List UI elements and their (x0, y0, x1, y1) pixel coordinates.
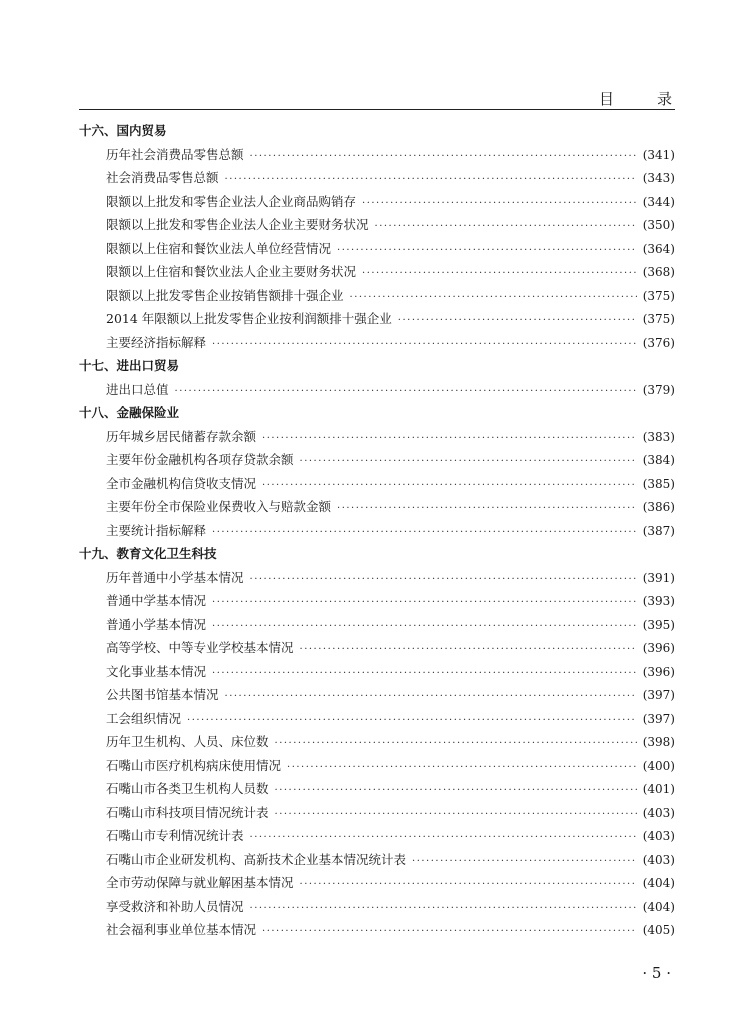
dot-leader (287, 756, 637, 780)
toc-entry-title: 历年社会消费品零售总额 (106, 146, 244, 162)
page-number: · 5 · (642, 964, 671, 982)
dot-leader (225, 168, 637, 192)
toc-entry-title: 石嘴山市医疗机构病床使用情况 (106, 757, 282, 773)
toc-entry-page: (384) (642, 453, 675, 467)
toc-entry[interactable] (79, 824, 675, 848)
toc-entry[interactable] (79, 777, 675, 801)
toc-entry[interactable] (79, 260, 675, 284)
toc-entry-title: 主要经济指标解释 (106, 334, 207, 350)
toc-entry-page: (386) (642, 500, 675, 514)
toc-entry[interactable] (79, 472, 675, 496)
toc-entry-page: (375) (642, 312, 675, 326)
dot-leader (250, 568, 637, 592)
dot-leader (300, 873, 637, 897)
section-heading: 十七、进出口贸易 (79, 358, 180, 373)
toc-entry-title: 普通中学基本情况 (106, 593, 207, 608)
toc-entry-title: 社会福利事业单位基本情况 (106, 922, 257, 937)
toc-entry-page: (401) (642, 782, 675, 796)
toc-entry-page: (397) (642, 688, 675, 702)
dot-leader (300, 638, 637, 662)
toc-entry-title: 普通小学基本情况 (106, 616, 207, 632)
page-header-title: 目 录 (598, 90, 686, 108)
toc-entry[interactable] (79, 331, 675, 355)
dot-leader (275, 732, 637, 756)
toc-entry-title: 文化事业基本情况 (106, 663, 207, 679)
toc-entry-page: (341) (642, 147, 675, 162)
toc-entry-page: (400) (642, 758, 675, 773)
toc-entry[interactable] (79, 871, 675, 895)
dot-leader (337, 497, 637, 521)
toc-entry-page: (385) (642, 476, 675, 491)
dot-leader (300, 450, 637, 474)
toc-entry-title: 享受救济和补助人员情况 (106, 898, 244, 914)
toc-entry-page: (383) (642, 429, 675, 444)
section-heading: 十九、教育文化卫生科技 (79, 546, 217, 561)
toc-entry-title: 限额以上批发和零售企业法人企业商品购销存 (106, 193, 357, 209)
toc-entry-page: (393) (642, 594, 675, 608)
dot-leader (375, 215, 637, 239)
dot-leader (212, 591, 637, 615)
toc-entry[interactable] (79, 307, 675, 331)
header-divider (79, 109, 675, 110)
toc-entry-page: (405) (642, 923, 675, 937)
dot-leader (362, 192, 637, 216)
toc-entry[interactable] (79, 613, 675, 637)
toc-entry-title: 全市劳动保障与就业解困基本情况 (106, 875, 294, 890)
toc-entry[interactable] (79, 589, 675, 613)
toc-entry[interactable] (79, 566, 675, 590)
toc-entry-title: 高等学校、中等专业学校基本情况 (106, 640, 294, 655)
toc-entry[interactable] (79, 683, 675, 707)
toc-entry-title: 全市金融机构信贷收支情况 (106, 475, 257, 491)
dot-leader (362, 262, 637, 286)
toc-entry-title: 限额以上批发和零售企业法人企业主要财务状况 (106, 217, 369, 232)
section-heading: 十六、国内贸易 (79, 123, 167, 138)
toc-entry-page: (403) (642, 852, 675, 867)
dot-leader (262, 920, 637, 944)
toc-entry[interactable] (79, 495, 675, 519)
dot-leader (212, 662, 637, 686)
toc-entry[interactable] (79, 378, 675, 402)
toc-entry-title: 历年城乡居民储蓄存款余额 (106, 428, 257, 444)
toc-entry-title: 限额以上住宿和餐饮业法人单位经营情况 (106, 240, 332, 256)
toc-entry-title: 进出口总值 (106, 381, 169, 397)
dot-leader (212, 521, 637, 545)
toc-entry-title: 石嘴山市专利情况统计表 (106, 828, 244, 843)
toc-entry-page: (364) (642, 241, 675, 256)
toc-entry-page: (368) (642, 265, 675, 279)
dot-leader (275, 803, 637, 827)
dot-leader (262, 474, 637, 498)
toc-entry[interactable] (79, 801, 675, 825)
toc-entry-page: (396) (642, 664, 675, 679)
dot-leader (250, 897, 637, 921)
toc-entry[interactable] (79, 895, 675, 919)
toc-entry-page: (403) (642, 829, 675, 843)
toc-entry-page: (404) (642, 899, 675, 914)
toc-entry-title: 公共图书馆基本情况 (106, 687, 219, 702)
toc-entry-page: (350) (642, 218, 675, 232)
toc-entry-page: (344) (642, 194, 675, 209)
toc-entry-title: 主要年份全市保险业保费收入与赔款金额 (106, 499, 332, 514)
toc-entry-title: 工会组织情况 (106, 710, 182, 726)
dot-leader (175, 380, 637, 404)
table-of-contents (79, 119, 675, 942)
dot-leader (337, 239, 637, 263)
toc-entry-title: 历年普通中小学基本情况 (106, 569, 244, 585)
toc-entry-page: (343) (642, 171, 675, 185)
toc-entry-title: 限额以上批发零售企业按销售额排十强企业 (106, 287, 344, 303)
toc-entry-page: (396) (642, 641, 675, 655)
toc-entry-title: 石嘴山市企业研发机构、高新技术企业基本情况统计表 (106, 851, 407, 867)
toc-entry-page: (375) (642, 288, 675, 303)
toc-entry-page: (379) (642, 382, 675, 397)
toc-entry[interactable] (79, 519, 675, 543)
toc-entry-title: 社会消费品零售总额 (106, 170, 219, 185)
toc-entry-page: (397) (642, 711, 675, 726)
toc-entry-title: 限额以上住宿和餐饮业法人企业主要财务状况 (106, 264, 357, 279)
toc-entry[interactable] (79, 660, 675, 684)
section-heading: 十八、金融保险业 (79, 405, 180, 420)
toc-entry-title: 历年卫生机构、人员、床位数 (106, 734, 269, 749)
toc-entry-title: 2014 年限额以上批发零售企业按利润额排十强企业 (106, 311, 392, 326)
toc-entry[interactable] (79, 425, 675, 449)
toc-entry[interactable] (79, 636, 675, 660)
dot-leader (225, 685, 637, 709)
dot-leader (350, 286, 637, 310)
dot-leader (262, 427, 637, 451)
toc-entry[interactable] (79, 918, 675, 942)
toc-entry[interactable] (79, 848, 675, 872)
toc-entry-page: (404) (642, 876, 675, 890)
toc-entry[interactable] (79, 730, 675, 754)
toc-entry-title: 主要年份金融机构各项存贷款余额 (106, 452, 294, 467)
dot-leader (398, 309, 637, 333)
toc-entry-title: 主要统计指标解释 (106, 522, 207, 538)
dot-leader (212, 333, 637, 357)
toc-entry[interactable] (79, 754, 675, 778)
toc-entry[interactable] (79, 213, 675, 237)
toc-entry[interactable] (79, 448, 675, 472)
toc-entry[interactable] (79, 237, 675, 261)
toc-entry-page: (395) (642, 617, 675, 632)
toc-entry[interactable] (79, 190, 675, 214)
dot-leader (187, 709, 637, 733)
toc-entry[interactable] (79, 143, 675, 167)
toc-entry-title: 石嘴山市科技项目情况统计表 (106, 804, 269, 820)
toc-entry-page: (403) (642, 805, 675, 820)
toc-entry[interactable] (79, 166, 675, 190)
dot-leader (212, 615, 637, 639)
dot-leader (275, 779, 637, 803)
toc-entry-title: 石嘴山市各类卫生机构人员数 (106, 781, 269, 796)
toc-entry-page: (398) (642, 735, 675, 749)
dot-leader (250, 826, 637, 850)
toc-entry-page: (391) (642, 570, 675, 585)
toc-entry-page: (387) (642, 523, 675, 538)
toc-entry-page: (376) (642, 335, 675, 350)
dot-leader (250, 145, 637, 169)
toc-entry[interactable] (79, 284, 675, 308)
toc-entry[interactable] (79, 707, 675, 731)
dot-leader (412, 850, 637, 874)
